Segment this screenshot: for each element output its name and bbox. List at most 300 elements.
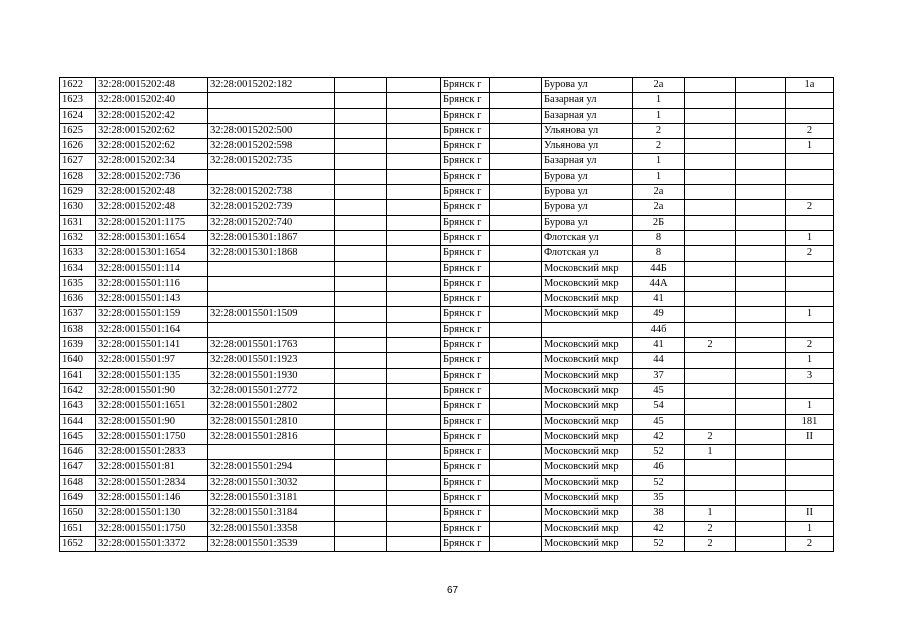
blank-cell [736, 414, 786, 429]
object-cadastral-cell: 32:28:0015202:738 [208, 185, 335, 200]
blank-cell [387, 429, 441, 444]
object-cadastral-cell: 32:28:0015501:3032 [208, 475, 335, 490]
blank-cell [335, 230, 387, 245]
apartment-cell: 2 [786, 536, 834, 551]
blank-cell [335, 276, 387, 291]
parcel-cadastral-cell: 32:28:0015501:90 [96, 383, 208, 398]
parcel-cadastral-cell: 32:28:0015501:159 [96, 307, 208, 322]
parcel-cadastral-cell: 32:28:0015501:135 [96, 368, 208, 383]
house-cell: 49 [633, 307, 685, 322]
city-cell: Брянск г [441, 185, 490, 200]
table-row [60, 475, 834, 490]
building-cell: 2 [685, 338, 736, 353]
street-cell: Московский мкр [542, 307, 633, 322]
house-cell: 1 [633, 93, 685, 108]
blank-cell [736, 307, 786, 322]
blank-cell [736, 506, 786, 521]
table-row [60, 215, 834, 230]
street-cell: Бурова ул [542, 215, 633, 230]
blank-cell [387, 338, 441, 353]
blank-cell [490, 78, 542, 93]
blank-cell [335, 200, 387, 215]
table-row [60, 414, 834, 429]
parcel-cadastral-cell: 32:28:0015202:48 [96, 200, 208, 215]
building-cell: 2 [685, 536, 736, 551]
blank-cell [335, 429, 387, 444]
city-cell: Брянск г [441, 368, 490, 383]
blank-cell [490, 491, 542, 506]
city-cell: Брянск г [441, 399, 490, 414]
street-cell: Московский мкр [542, 276, 633, 291]
blank-cell [490, 399, 542, 414]
apartment-cell [786, 383, 834, 398]
blank-cell [490, 139, 542, 154]
blank-cell [736, 368, 786, 383]
building-cell [685, 383, 736, 398]
blank-cell [335, 460, 387, 475]
building-cell [685, 185, 736, 200]
house-cell: 2 [633, 123, 685, 138]
street-cell: Московский мкр [542, 536, 633, 551]
table-row [60, 429, 834, 444]
street-cell: Флотская ул [542, 230, 633, 245]
table-row [60, 383, 834, 398]
street-cell: Базарная ул [542, 154, 633, 169]
building-cell [685, 460, 736, 475]
parcel-cadastral-cell: 32:28:0015501:90 [96, 414, 208, 429]
blank-cell [490, 200, 542, 215]
row-number-cell: 1634 [60, 261, 96, 276]
blank-cell [490, 322, 542, 337]
apartment-cell: II [786, 429, 834, 444]
city-cell: Брянск г [441, 276, 490, 291]
blank-cell [335, 414, 387, 429]
blank-cell [335, 185, 387, 200]
building-cell [685, 414, 736, 429]
blank-cell [736, 460, 786, 475]
blank-cell [335, 123, 387, 138]
row-number-cell: 1635 [60, 276, 96, 291]
table-row [60, 276, 834, 291]
blank-cell [335, 93, 387, 108]
blank-cell [490, 215, 542, 230]
row-number-cell: 1646 [60, 445, 96, 460]
parcel-cadastral-cell: 32:28:0015501:2834 [96, 475, 208, 490]
row-number-cell: 1631 [60, 215, 96, 230]
page-number: 67 [446, 585, 459, 596]
blank-cell [736, 154, 786, 169]
city-cell: Брянск г [441, 491, 490, 506]
apartment-cell: 181 [786, 414, 834, 429]
apartment-cell [786, 276, 834, 291]
blank-cell [387, 521, 441, 536]
city-cell: Брянск г [441, 338, 490, 353]
street-cell: Московский мкр [542, 353, 633, 368]
street-cell: Московский мкр [542, 460, 633, 475]
house-cell: 35 [633, 491, 685, 506]
table-row [60, 123, 834, 138]
row-number-cell: 1632 [60, 230, 96, 245]
apartment-cell: 1 [786, 521, 834, 536]
blank-cell [335, 169, 387, 184]
city-cell: Брянск г [441, 521, 490, 536]
city-cell: Брянск г [441, 292, 490, 307]
building-cell [685, 491, 736, 506]
parcel-cadastral-cell: 32:28:0015301:1654 [96, 246, 208, 261]
house-cell: 8 [633, 230, 685, 245]
blank-cell [387, 353, 441, 368]
blank-cell [490, 383, 542, 398]
apartment-cell: 2 [786, 338, 834, 353]
row-number-cell: 1629 [60, 185, 96, 200]
blank-cell [490, 414, 542, 429]
blank-cell [335, 383, 387, 398]
city-cell: Брянск г [441, 230, 490, 245]
apartment-cell [786, 261, 834, 276]
object-cadastral-cell: 32:28:0015501:1923 [208, 353, 335, 368]
city-cell: Брянск г [441, 460, 490, 475]
table-row [60, 185, 834, 200]
blank-cell [335, 292, 387, 307]
building-cell [685, 322, 736, 337]
blank-cell [335, 521, 387, 536]
building-cell [685, 154, 736, 169]
building-cell [685, 399, 736, 414]
city-cell: Брянск г [441, 169, 490, 184]
street-cell: Московский мкр [542, 261, 633, 276]
blank-cell [490, 292, 542, 307]
blank-cell [387, 307, 441, 322]
city-cell: Брянск г [441, 154, 490, 169]
building-cell [685, 200, 736, 215]
blank-cell [736, 276, 786, 291]
apartment-cell: 2 [786, 246, 834, 261]
parcel-cadastral-cell: 32:28:0015501:1750 [96, 521, 208, 536]
apartment-cell: II [786, 506, 834, 521]
row-number-cell: 1622 [60, 78, 96, 93]
blank-cell [335, 261, 387, 276]
row-number-cell: 1640 [60, 353, 96, 368]
parcel-cadastral-cell: 32:28:0015501:116 [96, 276, 208, 291]
parcel-cadastral-cell: 32:28:0015501:141 [96, 338, 208, 353]
blank-cell [736, 399, 786, 414]
row-number-cell: 1638 [60, 322, 96, 337]
blank-cell [387, 93, 441, 108]
object-cadastral-cell: 32:28:0015202:182 [208, 78, 335, 93]
street-cell: Бурова ул [542, 185, 633, 200]
parcel-cadastral-cell: 32:28:0015202:736 [96, 169, 208, 184]
row-number-cell: 1637 [60, 307, 96, 322]
object-cadastral-cell [208, 93, 335, 108]
blank-cell [490, 536, 542, 551]
building-cell [685, 93, 736, 108]
blank-cell [736, 78, 786, 93]
object-cadastral-cell [208, 169, 335, 184]
parcel-cadastral-cell: 32:28:0015202:48 [96, 185, 208, 200]
row-number-cell: 1625 [60, 123, 96, 138]
object-cadastral-cell: 32:28:0015501:3539 [208, 536, 335, 551]
row-number-cell: 1644 [60, 414, 96, 429]
blank-cell [387, 460, 441, 475]
apartment-cell: 2 [786, 200, 834, 215]
blank-cell [490, 475, 542, 490]
parcel-cadastral-cell: 32:28:0015202:42 [96, 108, 208, 123]
street-cell: Московский мкр [542, 506, 633, 521]
object-cadastral-cell: 32:28:0015501:1509 [208, 307, 335, 322]
building-cell [685, 169, 736, 184]
object-cadastral-cell: 32:28:0015202:598 [208, 139, 335, 154]
blank-cell [387, 322, 441, 337]
table-row [60, 399, 834, 414]
table-row [60, 78, 834, 93]
apartment-cell [786, 93, 834, 108]
street-cell: Московский мкр [542, 399, 633, 414]
row-number-cell: 1630 [60, 200, 96, 215]
object-cadastral-cell: 32:28:0015202:740 [208, 215, 335, 230]
row-number-cell: 1639 [60, 338, 96, 353]
object-cadastral-cell: 32:28:0015501:3358 [208, 521, 335, 536]
city-cell: Брянск г [441, 383, 490, 398]
house-cell: 45 [633, 383, 685, 398]
blank-cell [387, 123, 441, 138]
table-row [60, 261, 834, 276]
object-cadastral-cell [208, 276, 335, 291]
apartment-cell [786, 215, 834, 230]
table-row [60, 521, 834, 536]
blank-cell [387, 276, 441, 291]
table-row [60, 246, 834, 261]
parcel-cadastral-cell: 32:28:0015501:143 [96, 292, 208, 307]
blank-cell [387, 414, 441, 429]
blank-cell [335, 491, 387, 506]
street-cell: Московский мкр [542, 521, 633, 536]
blank-cell [387, 78, 441, 93]
blank-cell [387, 506, 441, 521]
blank-cell [490, 230, 542, 245]
house-cell: 45 [633, 414, 685, 429]
parcel-cadastral-cell: 32:28:0015501:2833 [96, 445, 208, 460]
street-cell: Бурова ул [542, 169, 633, 184]
city-cell: Брянск г [441, 78, 490, 93]
blank-cell [387, 491, 441, 506]
street-cell: Московский мкр [542, 491, 633, 506]
parcel-cadastral-cell: 32:28:0015501:3372 [96, 536, 208, 551]
city-cell: Брянск г [441, 353, 490, 368]
blank-cell [335, 139, 387, 154]
house-cell: 52 [633, 445, 685, 460]
blank-cell [387, 154, 441, 169]
registry-table [59, 77, 834, 552]
object-cadastral-cell: 32:28:0015501:1763 [208, 338, 335, 353]
parcel-cadastral-cell: 32:28:0015202:40 [96, 93, 208, 108]
street-cell: Бурова ул [542, 200, 633, 215]
blank-cell [736, 429, 786, 444]
table-row [60, 139, 834, 154]
apartment-cell [786, 445, 834, 460]
city-cell: Брянск г [441, 445, 490, 460]
object-cadastral-cell: 32:28:0015202:500 [208, 123, 335, 138]
table-row [60, 154, 834, 169]
blank-cell [490, 445, 542, 460]
street-cell: Московский мкр [542, 429, 633, 444]
row-number-cell: 1641 [60, 368, 96, 383]
blank-cell [736, 169, 786, 184]
row-number-cell: 1651 [60, 521, 96, 536]
house-cell: 2 [633, 139, 685, 154]
house-cell: 54 [633, 399, 685, 414]
blank-cell [490, 521, 542, 536]
blank-cell [387, 169, 441, 184]
street-cell: Ульянова ул [542, 123, 633, 138]
blank-cell [490, 338, 542, 353]
house-cell: 38 [633, 506, 685, 521]
table-row [60, 536, 834, 551]
blank-cell [387, 139, 441, 154]
building-cell: 1 [685, 506, 736, 521]
blank-cell [736, 200, 786, 215]
blank-cell [387, 475, 441, 490]
parcel-cadastral-cell: 32:28:0015501:130 [96, 506, 208, 521]
parcel-cadastral-cell: 32:28:0015501:114 [96, 261, 208, 276]
city-cell: Брянск г [441, 506, 490, 521]
building-cell [685, 123, 736, 138]
parcel-cadastral-cell: 32:28:0015501:146 [96, 491, 208, 506]
building-cell [685, 292, 736, 307]
building-cell [685, 230, 736, 245]
blank-cell [736, 108, 786, 123]
house-cell: 1 [633, 169, 685, 184]
house-cell: 52 [633, 536, 685, 551]
house-cell: 52 [633, 475, 685, 490]
blank-cell [490, 93, 542, 108]
blank-cell [387, 261, 441, 276]
blank-cell [736, 246, 786, 261]
building-cell [685, 276, 736, 291]
object-cadastral-cell: 32:28:0015301:1867 [208, 230, 335, 245]
apartment-cell [786, 460, 834, 475]
blank-cell [387, 399, 441, 414]
blank-cell [736, 445, 786, 460]
blank-cell [736, 353, 786, 368]
house-cell: 41 [633, 292, 685, 307]
row-number-cell: 1636 [60, 292, 96, 307]
parcel-cadastral-cell: 32:28:0015201:1175 [96, 215, 208, 230]
object-cadastral-cell: 32:28:0015501:2810 [208, 414, 335, 429]
city-cell: Брянск г [441, 123, 490, 138]
house-cell: 44А [633, 276, 685, 291]
row-number-cell: 1643 [60, 399, 96, 414]
object-cadastral-cell: 32:28:0015501:294 [208, 460, 335, 475]
house-cell: 2а [633, 185, 685, 200]
blank-cell [335, 154, 387, 169]
table-row [60, 353, 834, 368]
blank-cell [736, 123, 786, 138]
blank-cell [387, 215, 441, 230]
street-cell: Московский мкр [542, 292, 633, 307]
row-number-cell: 1647 [60, 460, 96, 475]
blank-cell [736, 475, 786, 490]
building-cell [685, 108, 736, 123]
house-cell: 41 [633, 338, 685, 353]
blank-cell [490, 154, 542, 169]
table-row [60, 307, 834, 322]
blank-cell [490, 506, 542, 521]
building-cell [685, 78, 736, 93]
row-number-cell: 1650 [60, 506, 96, 521]
parcel-cadastral-cell: 32:28:0015301:1654 [96, 230, 208, 245]
blank-cell [335, 78, 387, 93]
row-number-cell: 1624 [60, 108, 96, 123]
apartment-cell [786, 292, 834, 307]
building-cell: 2 [685, 521, 736, 536]
row-number-cell: 1623 [60, 93, 96, 108]
object-cadastral-cell: 32:28:0015501:2816 [208, 429, 335, 444]
object-cadastral-cell [208, 445, 335, 460]
blank-cell [387, 246, 441, 261]
street-cell: Московский мкр [542, 383, 633, 398]
apartment-cell [786, 185, 834, 200]
blank-cell [490, 108, 542, 123]
house-cell: 42 [633, 429, 685, 444]
house-cell: 1 [633, 108, 685, 123]
object-cadastral-cell: 32:28:0015202:739 [208, 200, 335, 215]
object-cadastral-cell: 32:28:0015501:1930 [208, 368, 335, 383]
city-cell: Брянск г [441, 139, 490, 154]
object-cadastral-cell [208, 108, 335, 123]
parcel-cadastral-cell: 32:28:0015202:62 [96, 123, 208, 138]
row-number-cell: 1645 [60, 429, 96, 444]
row-number-cell: 1627 [60, 154, 96, 169]
blank-cell [736, 139, 786, 154]
city-cell: Брянск г [441, 475, 490, 490]
house-cell: 44 [633, 353, 685, 368]
blank-cell [736, 185, 786, 200]
city-cell: Брянск г [441, 93, 490, 108]
parcel-cadastral-cell: 32:28:0015202:34 [96, 154, 208, 169]
building-cell: 1 [685, 445, 736, 460]
apartment-cell [786, 154, 834, 169]
registry-body [60, 78, 834, 552]
street-cell: Московский мкр [542, 368, 633, 383]
object-cadastral-cell: 32:28:0015301:1868 [208, 246, 335, 261]
house-cell: 37 [633, 368, 685, 383]
city-cell: Брянск г [441, 536, 490, 551]
blank-cell [490, 123, 542, 138]
table-row [60, 338, 834, 353]
blank-cell [387, 383, 441, 398]
blank-cell [736, 491, 786, 506]
blank-cell [736, 322, 786, 337]
city-cell: Брянск г [441, 307, 490, 322]
city-cell: Брянск г [441, 215, 490, 230]
blank-cell [736, 215, 786, 230]
apartment-cell [786, 322, 834, 337]
building-cell [685, 261, 736, 276]
street-cell: Флотская ул [542, 246, 633, 261]
apartment-cell [786, 169, 834, 184]
blank-cell [387, 185, 441, 200]
blank-cell [736, 292, 786, 307]
apartment-cell: 1 [786, 353, 834, 368]
table-row [60, 322, 834, 337]
table-row [60, 200, 834, 215]
table-row [60, 506, 834, 521]
blank-cell [335, 399, 387, 414]
house-cell: 2а [633, 78, 685, 93]
blank-cell [387, 292, 441, 307]
blank-cell [335, 307, 387, 322]
apartment-cell: 3 [786, 368, 834, 383]
